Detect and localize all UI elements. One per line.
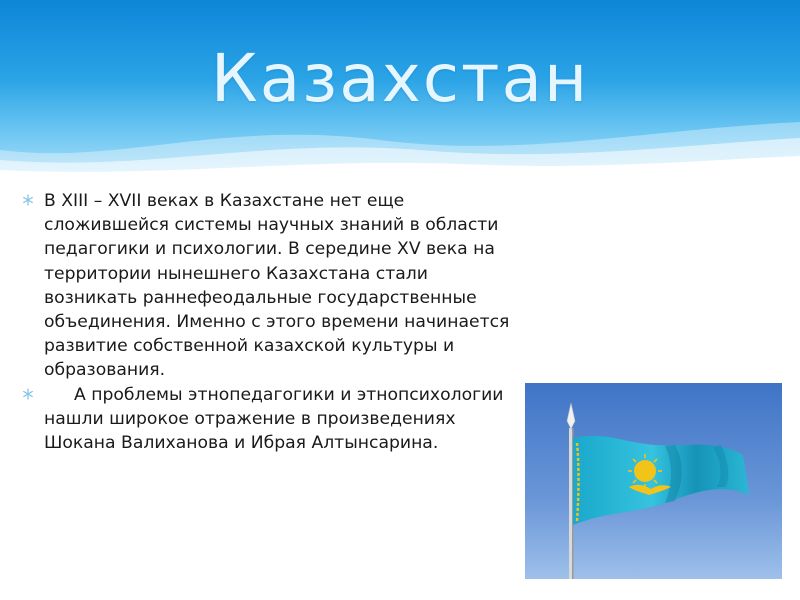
slide-body xyxy=(20,189,520,455)
slide-header xyxy=(0,0,800,175)
kazakhstan-flag-photo xyxy=(525,383,782,579)
bullet-text: В XIII – XVII веках в Казахстане нет еще сложившейся системы научных знаний в области педагогики и психологии. В середине XV века на территории нынешнего Казахстана стали возникать раннефеодальные государственные объединения. Именно с этого времени начинается развитие собственной казахской культуры и образования. xyxy=(44,191,510,381)
bullet-item xyxy=(20,189,520,383)
bullet-item xyxy=(20,383,520,456)
slide-title: Казахстан xyxy=(210,40,590,117)
flag-image xyxy=(525,383,782,579)
snowflake-icon xyxy=(20,383,36,407)
snowflake-icon xyxy=(20,189,36,213)
bullet-text: А проблемы этнопедагогики и этнопсихологии нашли широкое отражение в произведениях Шокана Валиханова и Ибрая Алтынсарина. xyxy=(44,384,504,454)
